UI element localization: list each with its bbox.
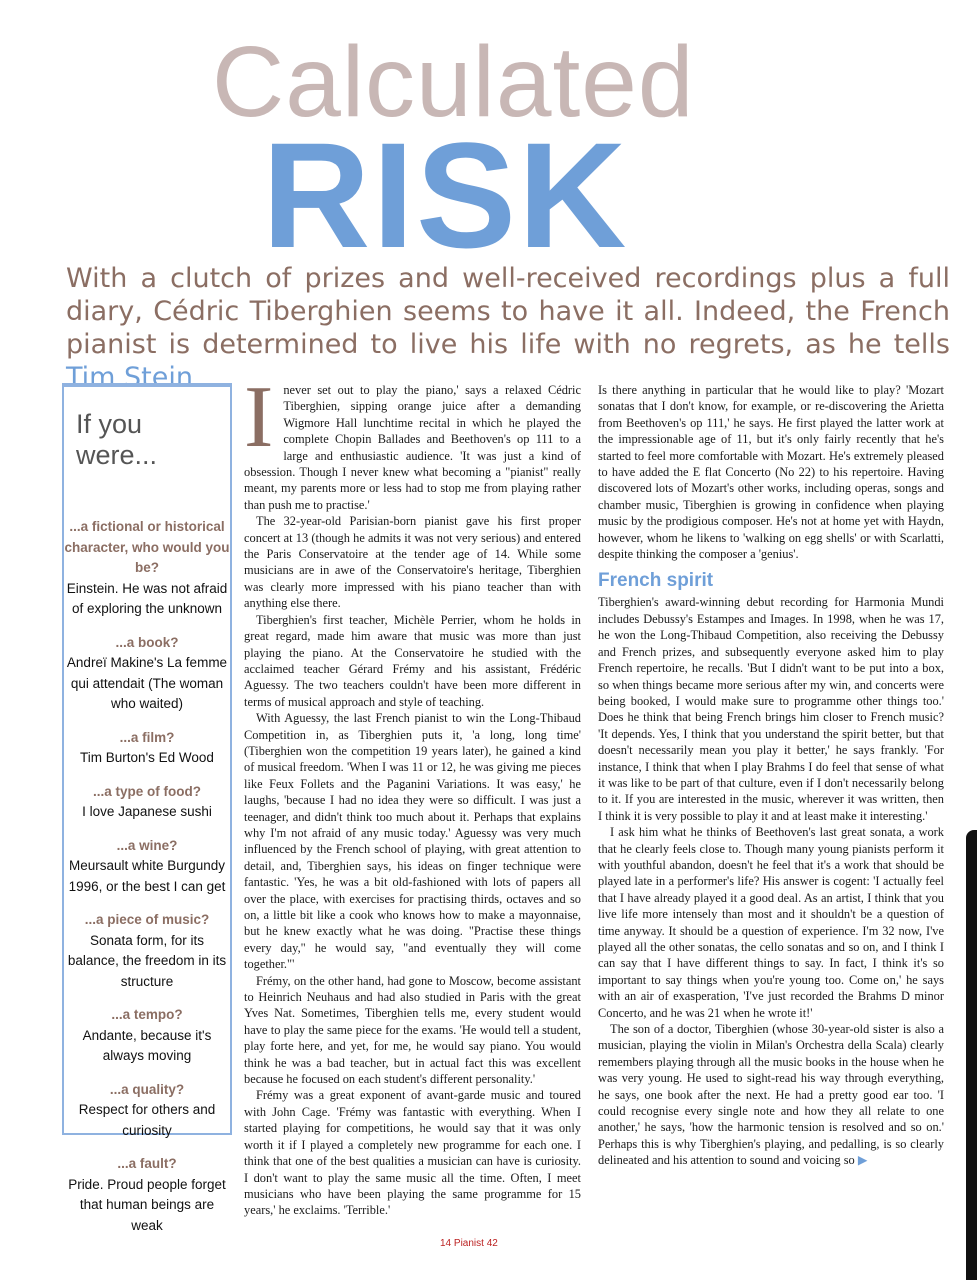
qa-answer: Andreï Makine's La femme qui attendait (The woman who waited) (66, 655, 228, 711)
body-paragraph: The 32-year-old Parisian-born pianist gave his first proper concert at 13 (though he admits it was not very serious) and entered the Paris Conservatoire at the tender age of 14. While some musicians are in awe of the Conservatoire's heritage, Tiberghien was clearly more impressed with his piano teacher than with anything else there. (244, 514, 581, 611)
qa-question: ...a fictional or historical character, who would you be? (64, 519, 230, 575)
qa-question: ...a fault? (117, 1156, 177, 1171)
qa-item (64, 728, 230, 769)
continue-arrow-icon: ▶ (854, 1153, 868, 1168)
qa-answer: Respect for others and curiosity (78, 1102, 216, 1138)
body-paragraph: never set out to play the piano,' says a relaxed Cédric Tiberghien, sipping orange juice after a demanding Wigmore Hall lunchtime recital in which he played the complete Chopin Ballades and Beethoven's op 111 to a large and enthusiastic audience. 'It was just a kind of obsession. Though I never knew what becoming a "pianist" really meant, my parents more or less had to stop me from playing rather than push me to practise.' (244, 383, 581, 512)
qa-item (64, 836, 230, 898)
body-paragraph: Tiberghien's award-winning debut recording for Harmonia Mundi includes Debussy's Estampes and Images. In 1998, when he was 17, he won the Long-Thibaud Competition, also receiving the Debussy and French prizes, and subsequently everyone asked him to play French repertoire, he recalls. 'But I didn't want to be put into a box, so when things became more serious after my win, and concerts were being booked, I would make sure to programme other things too.' Does he think that being French brings him closer to French music? 'It depends. Yes, I think that you understand the spirit better, but that doesn't necessarily mean you play it better,' he says frankly. 'For instance, I think that when I play Brahms I do feel that sense of what it was like to be part of that culture, even if I don't necessarily belong to it. If you are interested in the music, wherever it was written, then I think it is very possible to play it and at least make it interesting.' (598, 595, 944, 823)
headline-line1: Calculated (212, 26, 695, 138)
qa-question: ...a type of food? (93, 783, 201, 799)
qa-question: ...a quality? (109, 1081, 185, 1097)
questionnaire-sidebar (62, 383, 232, 1233)
qa-question: ...a book? (115, 634, 179, 650)
headline-line2: RISK (262, 111, 629, 279)
qa-question: ...a film? (119, 729, 175, 745)
qa-question: ...a wine? (116, 837, 178, 853)
column-2-text-b (598, 594, 944, 1168)
qa-item (64, 910, 230, 992)
body-paragraph: Frémy, on the other hand, had gone to Moscow, become assistant to Heinrich Neuhaus and had also studied in Paris with the great Yves Nat. Sometimes, Tiberghien tells me, every student would have to play the same piece for the exams. 'He would tell a student, play forte here, and yet, for me, he would say piano. You would think he was a bad teacher, but in actual fact this was excellent because he focused on each student's different personality.' (244, 973, 581, 1087)
qa-item (64, 517, 230, 620)
qa-answer: Tim Burton's Ed Wood (80, 750, 214, 765)
body-paragraph: I ask him what he thinks of Beethoven's last great sonata, a work that he clearly feels close to. Though many young pianists perform it with youthful abandon, doesn't he feel that it's a work that should be played late in a performer's life? His answer is cogent: 'I actually feel that I have already played it a good deal. As an artist, I think that you live life more intensely than most and it shouldn't be a question of time anyway. It should be a question of experience. I'm 32 now, I've played all the other sonatas, the cello sonatas and so on, and I think I can say that I have different things to say. In fact, I think it's so important to say things when you're young too. Come on,' he says with an air of exasperation, 'I've just recorded the Brahms D minor Concerto, and he was 21 when he wrote it!' (598, 825, 944, 1020)
qa-item (64, 633, 230, 715)
qa-answer: I love Japanese sushi (82, 804, 212, 819)
qa-answer: Meursault white Burgundy 1996, or the best I can get (68, 858, 226, 894)
qa-item (64, 1005, 230, 1067)
photo-edge (966, 830, 977, 1280)
qa-answer: Sonata form, for its balance, the freedom in its structure (67, 932, 227, 989)
article-column-1 (244, 369, 581, 1219)
standfirst-text: With a clutch of prizes and well-received recordings plus a full diary, Cédric Tiberghien seems to have it all. Indeed, the French pianist is determined to live his life with no regrets, as he tells (66, 263, 950, 360)
qa-item (64, 1080, 230, 1142)
drop-cap: I (244, 369, 274, 466)
qa-answer: Einstein. He was not afraid of exploring the unknown (66, 580, 228, 616)
qa-question: ...a piece of music? (84, 912, 210, 927)
column-1-text (244, 382, 581, 1219)
body-paragraph: Frémy was a great exponent of avant-garde music and toured with John Cage. 'Frémy was fantastic with everything. When I started playing for competitions, he would say that it was only worth it if I played a completely new programme for each one. I think that one of the best qualities a musician can have is curiosity. I don't want to play the same music all the time. Often, I meet musicians who have been playing the same programme for 15 years,' he exclaims. 'Terrible.' (244, 1088, 581, 1218)
article-column-2 (598, 382, 944, 1169)
qa-list (64, 517, 230, 1236)
body-paragraph: Tiberghien's first teacher, Michèle Perrier, whom he holds in great regard, made him aware that music was more than just playing the piano. At the Conservatoire he studied with the acclaimed teacher Gérard Frémy and his assistant, Frédéric Aguessy. The two teachers couldn't have been more different in terms of musical approach and style of teaching. (244, 612, 581, 709)
subheading: French spirit (598, 570, 714, 592)
qa-answer: Pride. Proud people forget that human beings are weak (68, 1176, 226, 1233)
sidebar-title: If you were... (76, 409, 158, 470)
qa-answer: Andante, because it's always moving (82, 1027, 212, 1063)
qa-question: ...a tempo? (111, 1007, 183, 1022)
qa-item (64, 1154, 230, 1236)
body-paragraph: The son of a doctor, Tiberghien (whose 30-year-old sister is also a musician, playing the violin in Milan's Orchestra della Scala) clearly remembers playing through all the music books in the house when he was very young. He used to sight-read his way through everything, he says, one book after the next. He had a pretty good ear too. 'I could recognise every single note and how they all relate to one another,' he says, 'how the harmonic tension is resolved and so on.' Perhaps this is why Tiberghien's playing, and pedalling, is so clearly delineated and his attention to sound and voicing so ▶ (598, 1022, 944, 1168)
column-2-text-a (598, 382, 944, 562)
page-folio: 14 Pianist 42 (440, 1238, 498, 1249)
standfirst-author: Tim Stein (66, 362, 193, 393)
qa-item (64, 782, 230, 823)
body-paragraph: With Aguessy, the last French pianist to win the Long-Thibaud Competition in, as Tiberghien puts it, 'a long, long time' (Tiberghien won the competition 19 years later), he gained a kind of musical freedom. 'When I was 11 or 12, he was giving me pieces like Feux Follets and the Paganini Variations. It was easy,' he laughs, 'because I had no idea they were so difficult. I was just a teenager, and didn't think too much about it. Perhaps that explains why I'm not afraid of any music today.' Aguessy was very much influenced by the French school of playing, with great attention to detail, and, Tiberghien says, his ideas on finger technique were fantastic. 'Yes, he was a bit old-fashioned with lots of papers all over the place, with exercises for practising thirds, octaves and so on, a little bit like a cook who knows how to make a mayonnaise, but he knew exactly what he was doing. "Practise these things every day," he would say, "and eventually they will come together."' (244, 711, 581, 972)
body-paragraph: Is there anything in particular that he would like to play? 'Mozart sonatas that I don't know, for example, or re-discovering the Arietta from Beethoven's op 111,' he says. He first played the latter work at the impressionable age of 11, but it's only fairly recently that he's started to feel more comfortable with Mozart. He's extremely pleased to have added the E flat Concerto (No 22) to his repertoire. Having discovered lots of Mozart's other works, including operas, songs and chamber music, Tiberghien is growing in confidence when playing music by the prodigious composer. He's not at home yet with Haydn, however, whom he likens to 'walking on egg shells' or with Scarlatti, despite thinking the composer a 'genius'. (598, 383, 944, 562)
standfirst (66, 262, 950, 394)
